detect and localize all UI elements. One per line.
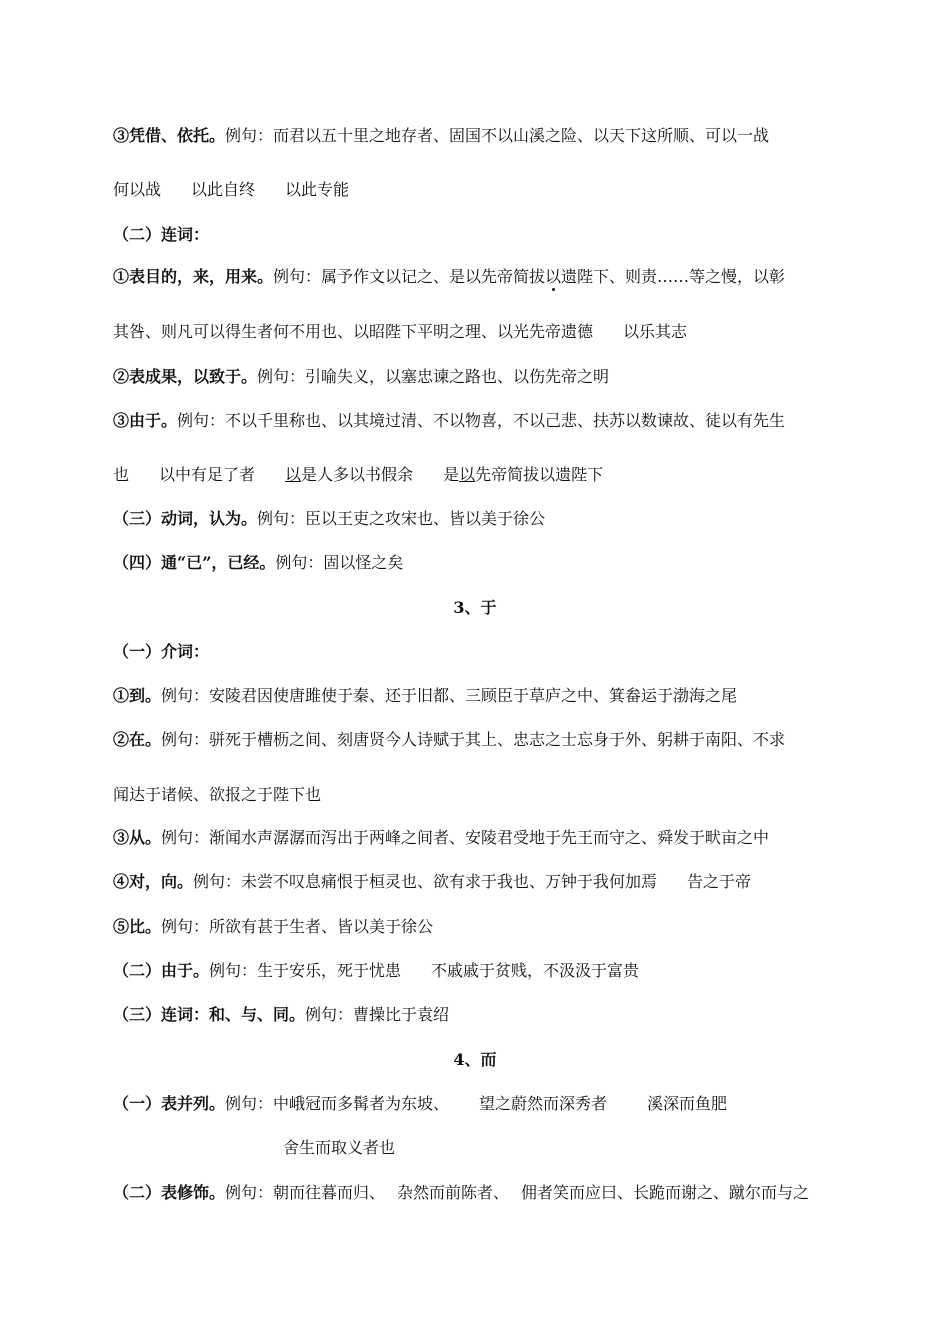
example-text: 例句：不以千里称也、以其境过清、不以物喜，不以己悲、扶苏以数谏故、徒以有先生 <box>177 411 786 430</box>
example-text: 佣者笑而应曰、长跪而谢之、蹴尔而与之 <box>521 1183 810 1202</box>
text-line <box>113 917 433 937</box>
text-line <box>113 180 349 200</box>
example-text: 例句：而君以五十里之地存者、固国不以山溪之险、以天下这所顺、可以一战 <box>225 126 770 145</box>
item-heading: ④对，向。 <box>113 872 194 891</box>
text-line <box>113 872 751 892</box>
text-line <box>113 828 769 848</box>
example-text: 舍生而取义者也 <box>283 1138 396 1157</box>
item-heading: ③由于。 <box>113 411 178 430</box>
chapter-heading: 4、而 <box>453 1050 497 1069</box>
chapter-heading: 3、于 <box>453 598 497 617</box>
example-text: 也 <box>113 465 130 484</box>
example-text: 闻达于诸候、欲报之于陛下也 <box>113 785 322 804</box>
text-line <box>113 785 321 805</box>
emphasis-dot-char: 以 <box>545 267 562 286</box>
example-text: 例句：曹操比于袁绍 <box>305 1005 450 1024</box>
example-text: 望之蔚然而深秀者 <box>479 1094 608 1113</box>
text-line <box>113 322 687 342</box>
text-line <box>113 961 639 981</box>
text-line <box>283 1138 395 1158</box>
example-text: 是 <box>443 465 460 484</box>
example-text: 例句：渐闻水声潺潺而泻出于两峰之间者、安陵君受地于先王而守之、舜发于畎亩之中 <box>161 828 770 847</box>
item-heading: ②表成果，以致于。 <box>113 367 258 386</box>
example-text: 例句：所欲有甚于生者、皆以美于徐公 <box>161 917 434 936</box>
text-line <box>113 686 737 706</box>
example-text: 杂然而前陈者、 <box>397 1183 510 1202</box>
underlined-char: 以 <box>285 465 302 484</box>
section-heading: （二）表修饰。 <box>113 1183 226 1202</box>
item-heading: ②在。 <box>113 730 162 749</box>
example-text: 以中有足了者 <box>159 465 256 484</box>
section-heading: （四）通“已”，已经。 <box>113 553 276 572</box>
text-line <box>113 465 603 485</box>
example-text: 告之于帝 <box>687 872 752 891</box>
section-heading: （二）由于。 <box>113 961 210 980</box>
item-heading: ③凭借、依托。 <box>113 126 226 145</box>
example-text: 以此专能 <box>285 180 350 199</box>
example-text: 以乐其志 <box>623 322 688 341</box>
example-text: 例句：引喻失义，以塞忠谏之路也、以伤先帝之明 <box>257 367 610 386</box>
item-heading: ①到。 <box>113 686 162 705</box>
example-text: 是人多以书假余 <box>301 465 414 484</box>
text-line <box>113 267 785 287</box>
item-heading: ①表目的，来，用来。 <box>113 267 274 286</box>
example-text: 例句：臣以王吏之攻宋也、皆以美于徐公 <box>257 509 546 528</box>
section-heading: （一）表并列。 <box>113 1094 226 1113</box>
text-line <box>113 553 403 573</box>
underlined-char: 以 <box>459 465 476 484</box>
example-text: 例句：安陵君因使唐雎使于秦、还于旧都、三顾臣于草庐之中、箕畚运于渤海之尾 <box>161 686 738 705</box>
example-text: 遗陛下、则责……等之慢，以彰 <box>561 267 786 286</box>
example-text: 先帝简拔以遗陛下 <box>475 465 604 484</box>
section-heading: （一）介词： <box>113 642 210 661</box>
text-line <box>113 126 769 146</box>
example-text: 以此自终 <box>191 180 256 199</box>
example-text: 例句：中峨冠而多髯者为东坡、 <box>225 1094 450 1113</box>
section-heading: （二）连词： <box>113 225 210 244</box>
example-text: 其咎、则凡可以得生者何不用也、以昭陛下平明之理、以光先帝遗德 <box>113 322 594 341</box>
example-text: 例句：属予作文以记之、是以先帝简拔 <box>273 267 546 286</box>
text-line <box>113 1183 809 1203</box>
example-text: 不戚戚于贫贱，不汲汲于富贵 <box>431 961 640 980</box>
text-line <box>113 1094 727 1114</box>
section-heading: （三）动词，认为。 <box>113 509 258 528</box>
example-text: 何以战 <box>113 180 162 199</box>
text-line <box>113 509 545 529</box>
text-line <box>113 1005 449 1025</box>
example-text: 例句：骈死于槽枥之间、刻唐贤今人诗赋于其上、忠志之士忘身于外、躬耕于南阳、不求 <box>161 730 786 749</box>
example-text: 例句：生于安乐，死于忧患 <box>209 961 402 980</box>
example-text: 例句：朝而往暮而归、 <box>225 1183 386 1202</box>
text-line <box>113 367 609 387</box>
text-line <box>113 411 785 431</box>
section-heading: （三）连词：和、与、同。 <box>113 1005 306 1024</box>
example-text: 例句：未尝不叹息痛恨于桓灵也、欲有求于我也、万钟于我何加焉 <box>193 872 658 891</box>
item-heading: ③从。 <box>113 828 162 847</box>
example-text: 溪深而鱼肥 <box>647 1094 728 1113</box>
item-heading: ⑤比。 <box>113 917 162 936</box>
example-text: 例句：固以怪之矣 <box>275 553 404 572</box>
text-line <box>113 730 785 750</box>
